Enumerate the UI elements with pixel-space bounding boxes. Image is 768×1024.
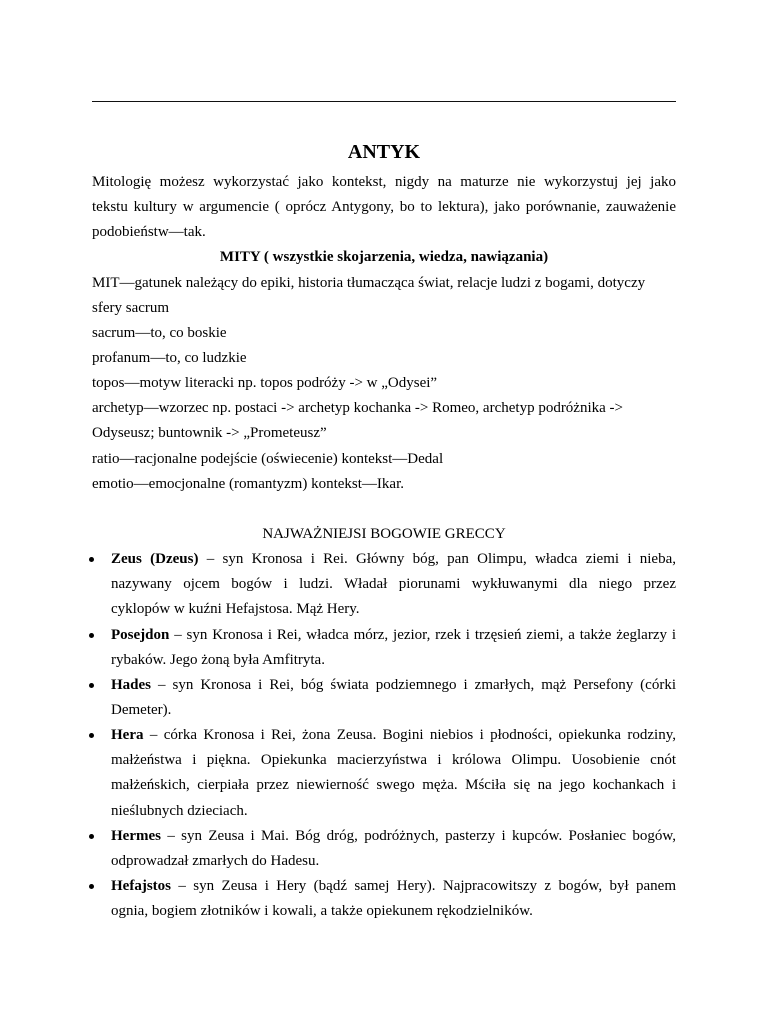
god-description: – syn Kronosa i Rei, władca mórz, jezior, rzek i trzęsień ziemi, a także żeglarzy i bbox=[174, 626, 676, 643]
intro-line: Mitologię możesz wykorzystać jako kontekst, nigdy na maturze nie wykorzystuj jej jako bbox=[92, 174, 676, 190]
god-description-line: odprowadzał zmarłych do Hadesu. bbox=[111, 852, 320, 869]
bullet-icon bbox=[89, 733, 94, 738]
god-description: – syn Zeusa i Hery (bądź samej Hery). Najpracowitszy z bogów, był panem bbox=[178, 877, 677, 894]
god-description-line: nieślubnych dzieciach. bbox=[111, 802, 248, 819]
intro-line: tekstu kultury w argumencie ( oprócz Antygony, bo to lektura), jako porównanie, zauważenie bbox=[92, 199, 676, 216]
bullet-icon bbox=[89, 633, 94, 638]
definition-line: topos—motyw literacki np. topos podróży -> w „Odysei” bbox=[92, 375, 438, 392]
list-item bbox=[92, 824, 676, 874]
document-body bbox=[92, 170, 676, 924]
god-first-line bbox=[111, 874, 676, 899]
definition-line: emotio—emocjonalne (romantyzm) kontekst—Ikar. bbox=[92, 475, 404, 492]
definition-line: Odyseusz; buntownik -> „Prometeusz” bbox=[92, 425, 327, 442]
god-name: Hermes bbox=[111, 827, 161, 844]
list-item bbox=[92, 547, 676, 622]
gods-heading: NAJWAŻNIEJSI BOGOWIE GRECCY bbox=[262, 525, 506, 542]
god-description-line: małżeńskich, cierpiała przez niewierność swego męża. Mściła się na jego kochankach i bbox=[111, 777, 676, 794]
definition-line: archetyp—wzorzec np. postaci -> archetyp kochanka -> Romeo, archetyp podróżnika -> bbox=[92, 400, 623, 417]
god-description-line: ognia, bogiem złotników i kowali, a także opiekunem rękodzielników. bbox=[111, 903, 533, 920]
bullet-icon bbox=[89, 683, 94, 688]
god-first-line bbox=[111, 623, 676, 648]
definition-line: ratio—racjonalne podejście (oświecenie) kontekst—Dedal bbox=[92, 450, 444, 467]
god-description-line: Demeter). bbox=[111, 701, 172, 718]
god-name: Zeus (Dzeus) bbox=[111, 551, 199, 568]
myths-heading: MITY ( wszystkie skojarzenia, wiedza, nawiązania) bbox=[219, 249, 549, 266]
god-description-line: rybaków. Jego żoną była Amfitryta. bbox=[111, 651, 325, 668]
god-description: – córka Kronosa i Rei, żona Zeusa. Bogini niebios i płodności, opiekunka rodziny, bbox=[149, 727, 677, 744]
spacer bbox=[92, 497, 676, 522]
gods-list bbox=[92, 547, 676, 924]
god-description-line: nazywany ojcem bogów i ludzi. Władał piorunami wykłuwanymi dla niego przez bbox=[111, 576, 676, 593]
god-description: – syn Zeusa i Mai. Bóg dróg, podróżnych, pasterzy i kupców. Posłaniec bogów, bbox=[167, 827, 676, 844]
intro-line: podobieństw—tak. bbox=[92, 224, 206, 241]
god-description: – syn Kronosa i Rei. Główny bóg, pan Olimpu, władca ziemi i nieba, bbox=[206, 551, 676, 568]
list-item bbox=[92, 874, 676, 924]
god-name: Hefajstos bbox=[111, 877, 171, 894]
page-title: ANTYK bbox=[347, 141, 421, 163]
god-first-line bbox=[111, 547, 676, 572]
list-item bbox=[92, 673, 676, 723]
god-name: Hera bbox=[111, 727, 144, 744]
god-first-line bbox=[111, 673, 676, 698]
bullet-icon bbox=[89, 884, 94, 889]
myths-definitions bbox=[92, 271, 676, 497]
god-name: Posejdon bbox=[111, 626, 170, 643]
list-item bbox=[92, 623, 676, 673]
god-first-line bbox=[111, 723, 676, 748]
god-description-line: małżeństwa i piękna. Opiekunka macierzyństwa i królowa Olimpu. Uosobienie cnót bbox=[111, 752, 676, 769]
bullet-icon bbox=[89, 557, 94, 562]
definition-line: profanum—to, co ludzkie bbox=[92, 349, 247, 366]
definition-line: sfery sacrum bbox=[92, 299, 170, 316]
list-item bbox=[92, 723, 676, 824]
god-first-line bbox=[111, 824, 676, 849]
god-description-line: cyklopów w kuźni Hefajstosa. Mąż Hery. bbox=[111, 601, 360, 618]
header-rule bbox=[92, 101, 676, 102]
definition-line: MIT—gatunek należący do epiki, historia tłumacząca świat, relacje ludzi z bogami, dotyczy bbox=[92, 274, 646, 291]
intro-paragraph bbox=[92, 170, 676, 245]
god-name: Hades bbox=[111, 676, 152, 693]
bullet-icon bbox=[89, 834, 94, 839]
definition-line: sacrum—to, co boskie bbox=[92, 324, 227, 341]
god-description: – syn Kronosa i Rei, bóg świata podziemnego i zmarłych, mąż Persefony (córki bbox=[158, 676, 676, 693]
